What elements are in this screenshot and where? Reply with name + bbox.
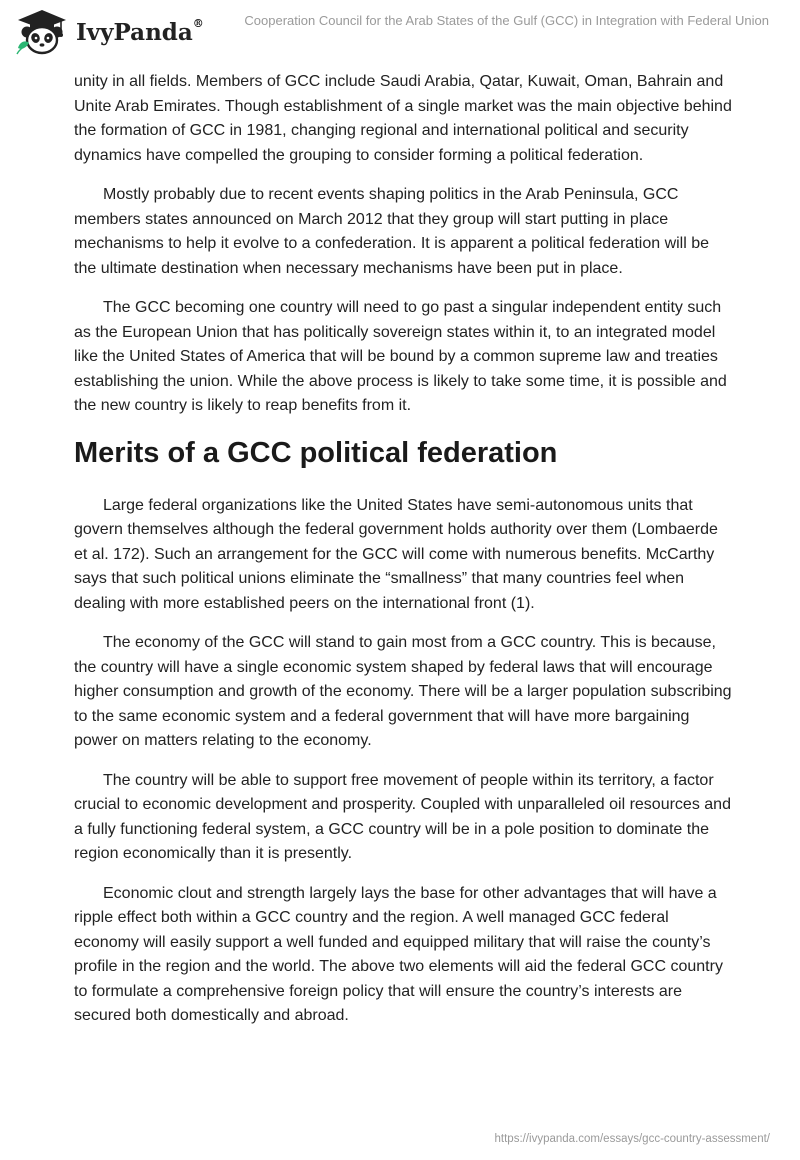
source-url[interactable]: https://ivypanda.com/essays/gcc-country-assessment/ bbox=[494, 1133, 770, 1145]
paragraph: Economic clout and strength largely lays the base for other advantages that will have a ripple effect both within a GCC country and the region. A well managed GCC federal economy will easily support a well funded and equipped military that will raise the county’s profile in the region and the world. The above two elements will aid the federal GCC country to formulate a comprehensive foreign policy that will ensure the country’s interests are secured both domestically and abroad. bbox=[74, 884, 723, 1024]
section-heading: Merits of a GCC political federation bbox=[74, 436, 558, 469]
paragraph: The GCC becoming one country will need to go past a singular independent entity such as the European Union that has politically sovereign states within it, to an integrated model like the United States of America that will be bound by a common supreme law and treaties establishing the union. While the above process is likely to take some time, it is possible and the new country is likely to reap benefits from it. bbox=[74, 299, 727, 414]
paragraph: The country will be able to support free movement of people within its territory, a factor crucial to economic development and prosperity. Coupled with unparalleled oil resources and a fully functioning federal system, a GCC country will be in a pole position to dominate the region economically than it is presently. bbox=[74, 771, 731, 862]
logo-text: IvyPanda® bbox=[76, 16, 204, 46]
paragraph: Mostly probably due to recent events shaping politics in the Arab Peninsula, GCC members states announced on March 2012 that they group will start putting in place mechanisms to help it evolve to a confederation. It is apparent a political federation will be the ultimate destination when necessary mechanisms have been put in place. bbox=[74, 186, 710, 277]
essay-content bbox=[74, 70, 734, 1044]
paragraph: Large federal organizations like the United States have semi-autonomous units that govern themselves although the federal government holds authority over them (Lombaerde et al. 172). Such an arrangement for the GCC will come with numerous benefits. McCarthy says that such political unions eliminate the “smallness” that many countries feel when dealing with more established peers on the international front (1). bbox=[74, 496, 718, 612]
page-header bbox=[0, 0, 800, 60]
panda-logo-icon bbox=[14, 8, 70, 56]
paragraph: unity in all fields. Members of GCC include Saudi Arabia, Qatar, Kuwait, Oman, Bahrain and Unite Arab Emirates. Though establishment of a single market was the main objective behind the formation of GCC in 1981, changing regional and international political and security dynamics have compelled the grouping to consider forming a political federation. bbox=[74, 73, 732, 164]
logo[interactable] bbox=[14, 8, 204, 56]
document-title: Cooperation Council for the Arab States of the Gulf (GCC) in Integration with Federal Union bbox=[244, 13, 769, 28]
paragraph: The economy of the GCC will stand to gain most from a GCC country. This is because, the country will have a single economic system shaped by federal laws that will encourage higher consumption and growth of the economy. There will be a larger population subscribing to the same economic system and a federal government that will have more bargaining power on matters relating to the economy. bbox=[74, 634, 732, 749]
